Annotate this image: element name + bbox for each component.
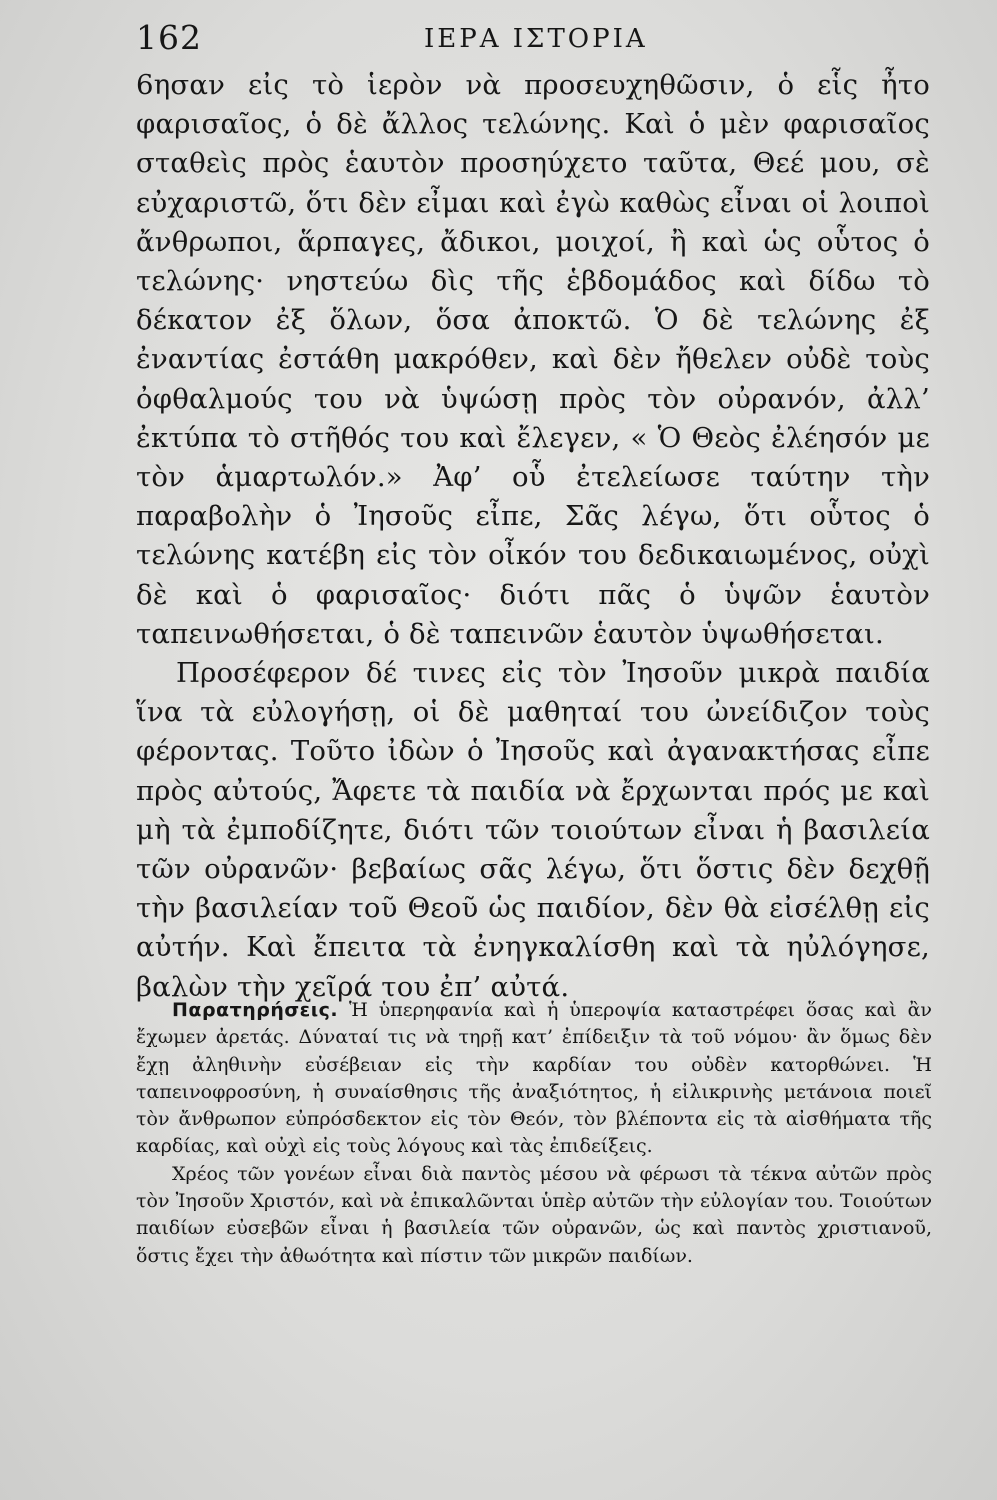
observations-paragraph bbox=[136, 997, 932, 1161]
observations-text: Ἡ ὑπερηφανία καὶ ἡ ὑπεροψία καταστρέφει ὅσας καὶ ἂν ἔχωμεν ἀρετάς. Δύναταί τις νὰ τηρῇ κατ’ ἐπίδειξιν τὰ τοῦ νόμου· ἂν ὅμως δὲν ἔχῃ ἀληθινὴν εὐσέβειαν εἰς τὴν καρδίαν του οὐδὲν κατορθώνει. Ἡ ταπεινοφροσύνη, ἡ συναίσθησις τῆς ἀναξιότητος, ἡ εἰλικρινὴς μετάνοια ποιεῖ τὸν ἄνθρωπον εὐπρόσδεκτον εἰς τὸν Θεόν, τὸν βλέποντα εἰς τὰ αἰσθήματα τῆς καρδίας, καὶ οὐχὶ εἰς τοὺς λόγους καὶ τὰς ἐπιδείξεις. bbox=[136, 999, 932, 1158]
body-paragraph: 6ησαν εἰς τὸ ἱερὸν νὰ προσευχηθῶσιν, ὁ εἷς ἦτο φαρισαῖος, ὁ δὲ ἄλλος τελώνης. Καὶ ὁ μὲν φαρισαῖος σταθεὶς πρὸς ἑαυτὸν προσηύχετο ταῦτα, Θεέ μου, σὲ εὐχαριστῶ, ὅτι δὲν εἶμαι καὶ ἐγὼ καθὼς εἶναι οἱ λοιποὶ ἄνθρωποι, ἅρπαγες, ἄδικοι, μοιχοί, ἢ καὶ ὡς οὗτος ὁ τελώνης· νηστεύω δὶς τῆς ἑβδομάδος καὶ δίδω τὸ δέκατον ἐξ ὅλων, ὅσα ἀποκτῶ. Ὁ δὲ τελώνης ἐξ ἐναντίας ἐστάθη μακρόθεν, καὶ δὲν ἤθελεν οὐδὲ τοὺς ὀφθαλμούς του νὰ ὑψώσῃ πρὸς τὸν οὐρανόν, ἀλλ’ ἐκτύπα τὸ στῆθός του καὶ ἔλεγεν, « Ὁ Θεὸς ἐλέησόν με τὸν ἁμαρτωλόν.» Ἀφ’ οὗ ἐτελείωσε ταύτην τὴν παραβολὴν ὁ Ἰησοῦς εἶπε, Σᾶς λέγω, ὅτι οὗτος ὁ τελώνης κατέβη εἰς τὸν οἶκόν του δεδικαιωμένος, οὐχὶ δὲ καὶ ὁ φαρισαῖος· διότι πᾶς ὁ ὑψῶν ἑαυτὸν ταπεινωθήσεται, ὁ δὲ ταπεινῶν ἑαυτὸν ὑψωθήσεται. bbox=[136, 69, 930, 650]
body-paragraph: Προσέφερον δέ τινες εἰς τὸν Ἰησοῦν μικρὰ παιδία ἵνα τὰ εὐλογήσῃ, οἱ δὲ μαθηταί του ὠνείδιζον τοὺς φέροντας. Τοῦτο ἰδὼν ὁ Ἰησοῦς καὶ ἀγανακτήσας εἶπε πρὸς αὐτούς, Ἄφετε τὰ παιδία νὰ ἔρχωνται πρός με καὶ μὴ τὰ ἐμποδίζητε, διότι τῶν τοιούτων εἶναι ἡ βασιλεία τῶν οὐρανῶν· βεβαίως σᾶς λέγω, ὅτι ὅστις δὲν δεχθῇ τὴν βασιλείαν τοῦ Θεοῦ ὡς παιδίον, δὲν θὰ εἰσέλθῃ εἰς αὐτήν. Καὶ ἔπειτα τὰ ἐνηγκαλίσθη καὶ τὰ ηὐλόγησε, βαλὼν τὴν χεῖρά του ἐπ’ αὐτά. bbox=[136, 657, 930, 1003]
main-text bbox=[136, 66, 930, 1007]
page-header bbox=[136, 18, 936, 68]
observations-label: Παρατηρήσεις. bbox=[172, 999, 339, 1021]
observations-paragraph: Χρέος τῶν γονέων εἶναι διὰ παντὸς μέσου νὰ φέρωσι τὰ τέκνα αὐτῶν πρὸς τὸν Ἰησοῦν Χριστόν, καὶ νὰ ἐπικαλῶνται ὑπὲρ αὐτῶν τὴν εὐλογίαν του. Τοιούτων παιδίων εὐσεβῶν εἶναι ἡ βασιλεία τῶν οὐρανῶν, ὡς καὶ παντὸς χριστιανοῦ, ὅστις ἔχει τὴν ἀθωότητα καὶ πίστιν τῶν μικρῶν παιδίων. bbox=[136, 1162, 932, 1267]
page-number: 162 bbox=[136, 18, 202, 57]
running-title: ΙΕΡΑ ΙΣΤΟΡΙΑ bbox=[424, 24, 648, 54]
observations-section bbox=[136, 997, 932, 1270]
